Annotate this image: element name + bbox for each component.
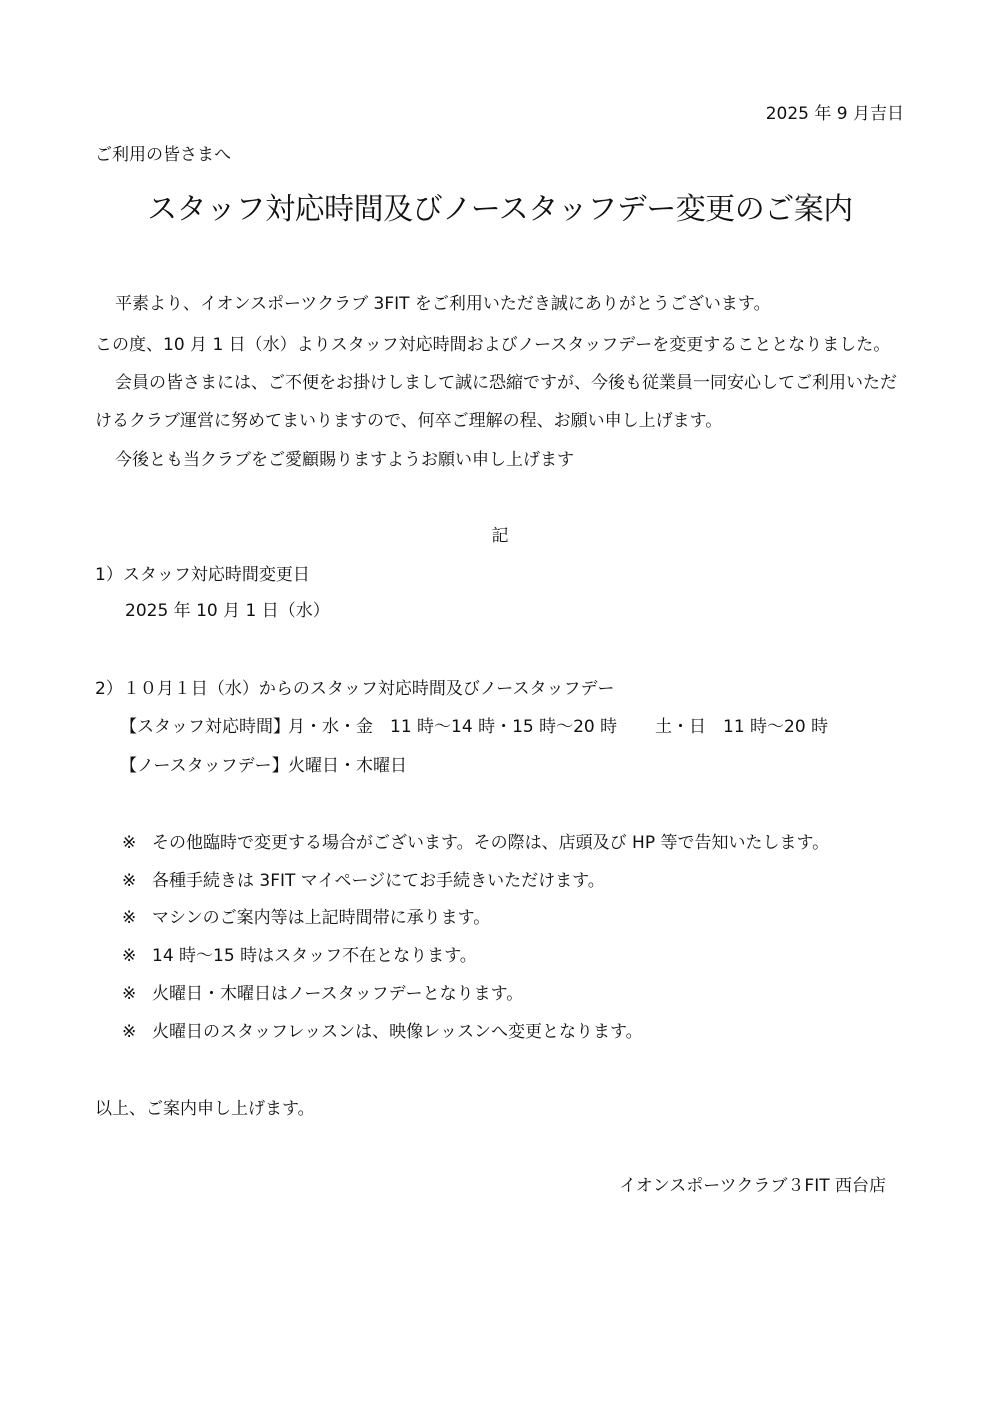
section1-heading: 1）スタッフ対応時間変更日 [95, 565, 310, 585]
body-paragraph-line: 今後とも当クラブをご愛顧賜りますようお願い申し上げます [115, 450, 574, 470]
note-mark: ※ [122, 984, 137, 1004]
section2-heading: 2）１０月１日（水）からのスタッフ対応時間及びノースタッフデー [95, 679, 615, 699]
note-mark: ※ [122, 908, 137, 928]
note-text: マシンのご案内等は上記時間帯に承ります。 [152, 908, 491, 928]
note-text: 14 時～15 時はスタッフ不在となります。 [152, 946, 477, 966]
signature: イオンスポーツクラブ３FIT 西台店 [619, 1176, 886, 1196]
note-mark: ※ [122, 833, 137, 853]
note-item [122, 986, 523, 1003]
note-text: 火曜日・木曜日はノースタッフデーとなります。 [152, 984, 524, 1004]
note-item [122, 835, 829, 852]
note-text: 各種手続きは 3FIT マイページにてお手続きいただけます。 [152, 871, 605, 891]
note-mark: ※ [122, 871, 137, 891]
note-text: 火曜日のスタッフレッスンは、映像レッスンへ変更となります。 [152, 1022, 643, 1042]
body-paragraph-line: 平素より、イオンスポーツクラブ 3FIT をご利用いただき誠にありがとうございます。 [115, 294, 771, 314]
note-item [122, 948, 477, 965]
body-paragraph-line: この度、10 月 1 日（水）よりスタッフ対応時間およびノースタッフデーを変更することとなりました。 [95, 335, 891, 355]
body-paragraph-line: 会員の皆さまには、ご不便をお掛けしまして誠に恐縮ですが、今後も従業員一同安心してご利用いただ [115, 373, 897, 393]
no-staff-days: 火曜日・木曜日 [288, 756, 407, 776]
note-item [122, 1024, 643, 1041]
note-item [122, 873, 605, 890]
page-title: スタッフ対応時間及びノースタッフデー変更のご案内 [147, 192, 853, 227]
staff-hours-weekend: 土・日 11 時～20 時 [655, 717, 829, 737]
section1-date: 2025 年 10 月 1 日（水） [125, 601, 330, 621]
ki-heading: 記 [491, 526, 509, 546]
note-mark: ※ [122, 946, 137, 966]
note-item [122, 910, 490, 927]
staff-hours-weekday: 月・水・金 11 時～14 時・15 時～20 時 [288, 717, 618, 737]
salutation: ご利用の皆さまへ [95, 145, 231, 165]
body-paragraph-line: けるクラブ運営に努めてまいりますので、何卒ご理解の程、お願い申し上げます。 [95, 411, 723, 431]
note-text: その他臨時で変更する場合がございます。その際は、店頭及び HP 等で告知いたします。 [152, 833, 830, 853]
staff-hours-label: 【スタッフ対応時間】 [120, 717, 290, 737]
note-mark: ※ [122, 1022, 137, 1042]
issue-date: 2025 年 9 月吉日 [765, 104, 904, 124]
closing-text: 以上、ご案内申し上げます。 [95, 1099, 315, 1119]
no-staff-day-label: 【ノースタッフデー】 [120, 756, 289, 776]
